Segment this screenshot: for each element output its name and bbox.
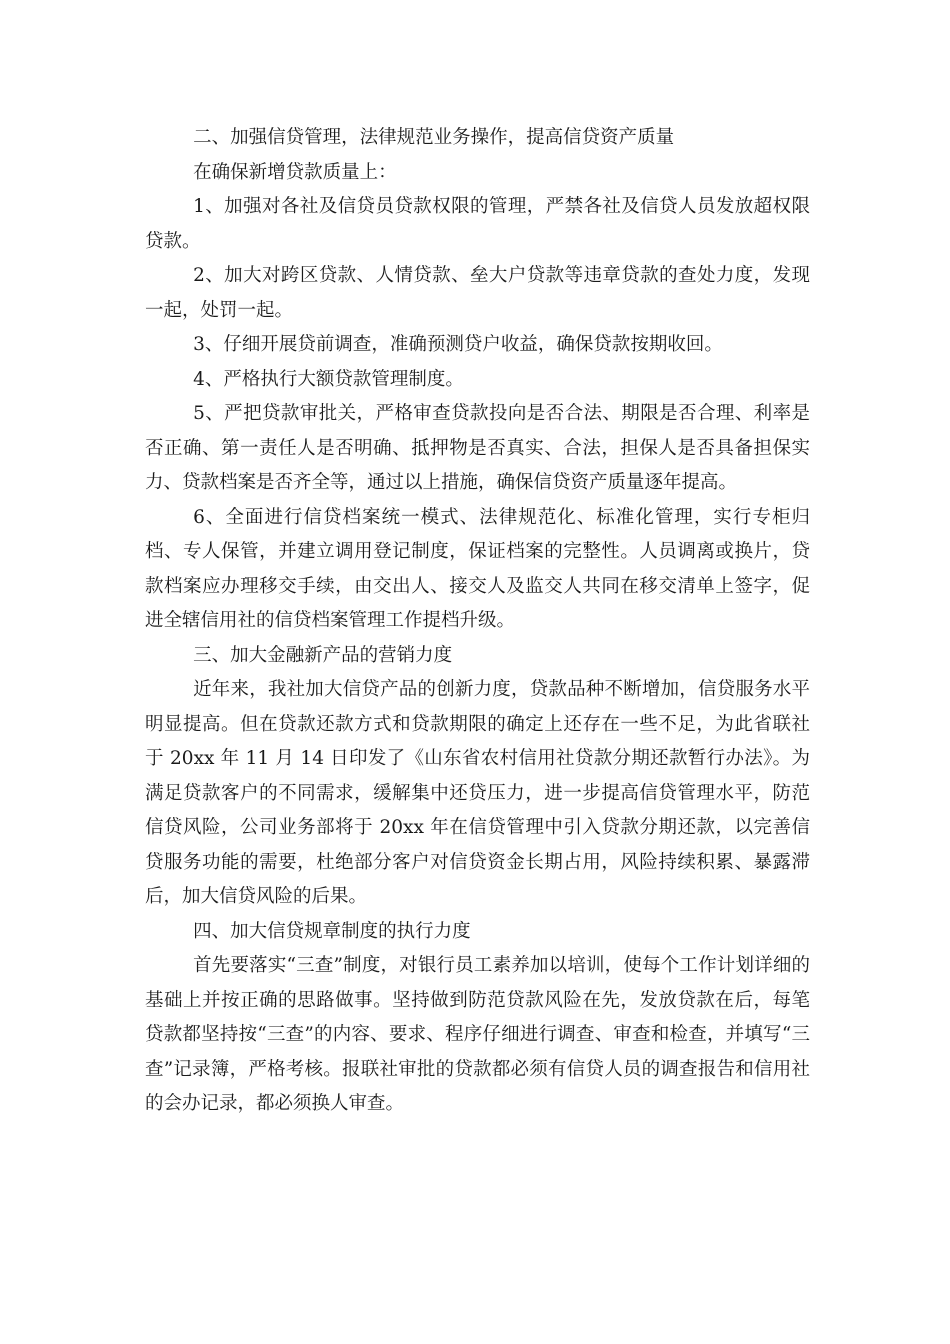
paragraph-marketing: 近年来，我社加大信贷产品的创新力度，贷款品种不断增加，信贷服务水平明显提高。但在贷款还款方式和贷款期限的确定上还存在一些不足，为此省联社于 20xx 年 11 月 14 日印发了《山东省农村信用社贷款分期还款暂行办法》。为满足贷款客户的不同需求，缓解集中还贷压力，进一步提高信贷管理水平，防范信贷风险，公司业务部将于 20xx 年在信贷管理中引入贷款分期还款，以完善信贷服务功能的需要，杜绝部分客户对信贷资金长期占用，风险持续积累、暴露滞后，加大信贷风险的后果。 (145, 679, 810, 907)
list-item-3: 3、仔细开展贷前调查，准确预测贷户收益，确保贷款按期收回。 (193, 334, 723, 355)
section-heading-marketing: 三、加大金融新产品的营销力度 (193, 644, 453, 666)
list-item-2: 2、加大对跨区贷款、人情贷款、垒大户贷款等违章贷款的查处力度，发现一起，处罚一起。 (145, 265, 810, 321)
section-heading-regulations: 四、加大信贷规章制度的执行力度 (193, 920, 471, 942)
list-item-6: 6、全面进行信贷档案统一模式、法律规范化、标准化管理，实行专柜归档、专人保管，并建立调用登记制度，保证档案的完整性。人员调离或换片，贷款档案应办理移交手续，由交出人、接交人及监交人共同在移交清单上签字，促进全辖信用社的信贷档案管理工作提档升级。 (145, 506, 810, 631)
section-heading-credit-management: 二、加强信贷管理，法律规范业务操作，提高信贷资产质量 (193, 127, 675, 148)
list-item-4: 4、严格执行大额贷款管理制度。 (193, 368, 464, 390)
document-body (145, 121, 810, 1122)
paragraph-new-loan-quality: 在确保新增贷款质量上： (193, 161, 397, 183)
paragraph-regulations: 首先要落实“三查”制度，对银行员工素养加以培训，使每个工作计划详细的基础上并按正确的思路做事。坚持做到防范贷款风险在先，发放贷款在后，每笔贷款都坚持按“三查”的内容、要求、程序仔细进行调查、审查和检查，并填写“三查”记录簿，严格考核。报联社审批的贷款都必须有信贷人员的调查报告和信用社的会办记录，都必须换人审查。 (145, 955, 810, 1114)
list-item-1: 1、加强对各社及信贷员贷款权限的管理，严禁各社及信贷人员发放超权限贷款。 (145, 196, 810, 252)
list-item-5: 5、严把贷款审批关，严格审查贷款投向是否合法、期限是否合理、利率是否正确、第一责任人是否明确、抵押物是否真实、合法，担保人是否具备担保实力、贷款档案是否齐全等，通过以上措施，确保信贷资产质量逐年提高。 (145, 403, 810, 493)
